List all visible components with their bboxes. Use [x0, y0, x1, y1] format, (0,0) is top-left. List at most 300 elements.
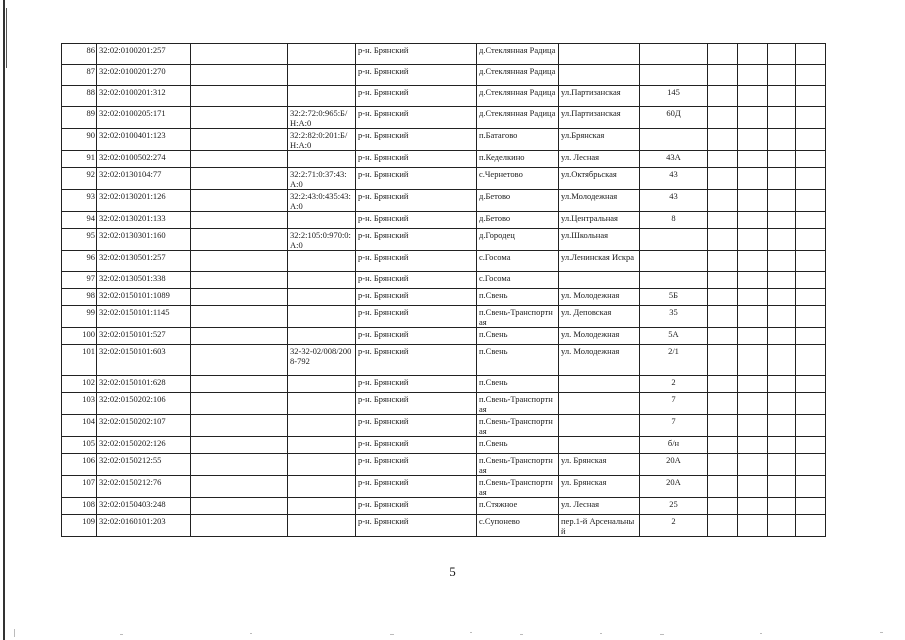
empty-cell	[708, 306, 738, 328]
empty-cell	[738, 306, 768, 328]
empty-cell	[768, 168, 796, 190]
empty-cell	[768, 65, 796, 86]
table-row	[62, 65, 826, 86]
empty-cell	[191, 515, 288, 537]
cadastral-number-cell: 32:02:0130201:126	[97, 190, 191, 212]
district-cell: р-н. Брянский	[356, 86, 477, 107]
table-row	[62, 229, 826, 251]
empty-cell	[191, 376, 288, 393]
street-cell	[559, 393, 640, 415]
registration-number-cell	[288, 251, 356, 272]
cadastral-number-cell: 32:02:0100201:312	[97, 86, 191, 107]
empty-cell	[768, 129, 796, 151]
row-number-cell: 107	[62, 476, 97, 498]
empty-cell	[191, 190, 288, 212]
empty-cell	[796, 129, 826, 151]
house-number-cell: 25	[640, 498, 708, 515]
settlement-cell: п.Свень	[477, 437, 559, 454]
empty-cell	[738, 476, 768, 498]
settlement-cell: д.Стеклянная Радица	[477, 107, 559, 129]
cadastral-number-cell: 32:02:0130301:160	[97, 229, 191, 251]
empty-cell	[191, 476, 288, 498]
empty-cell	[191, 251, 288, 272]
empty-cell	[796, 107, 826, 129]
registration-number-cell	[288, 476, 356, 498]
house-number-cell	[640, 65, 708, 86]
table-body	[62, 44, 826, 537]
district-cell: р-н. Брянский	[356, 345, 477, 376]
settlement-cell: п.Свень	[477, 345, 559, 376]
district-cell: р-н. Брянский	[356, 328, 477, 345]
house-number-cell: 43А	[640, 151, 708, 168]
cadastral-number-cell: 32:02:0150101:1089	[97, 289, 191, 306]
empty-cell	[191, 212, 288, 229]
empty-cell	[738, 515, 768, 537]
cadastral-number-cell: 32:02:0150101:628	[97, 376, 191, 393]
empty-cell	[768, 476, 796, 498]
empty-cell	[708, 107, 738, 129]
row-number-cell: 95	[62, 229, 97, 251]
street-cell	[559, 44, 640, 65]
cadastral-number-cell: 32:02:0100502:274	[97, 151, 191, 168]
table-row	[62, 328, 826, 345]
registration-number-cell	[288, 437, 356, 454]
table-row	[62, 376, 826, 393]
row-number-cell: 106	[62, 454, 97, 476]
empty-cell	[768, 515, 796, 537]
street-cell: ул.Октябрьская	[559, 168, 640, 190]
settlement-cell: п.Свень-Транспортная	[477, 393, 559, 415]
street-cell: ул. Лесная	[559, 498, 640, 515]
empty-cell	[191, 168, 288, 190]
empty-cell	[768, 454, 796, 476]
street-cell	[559, 415, 640, 437]
registration-number-cell	[288, 272, 356, 289]
empty-cell	[191, 393, 288, 415]
street-cell	[559, 65, 640, 86]
registration-number-cell	[288, 415, 356, 437]
empty-cell	[708, 272, 738, 289]
row-number-cell: 109	[62, 515, 97, 537]
table-row	[62, 168, 826, 190]
empty-cell	[708, 190, 738, 212]
district-cell: р-н. Брянский	[356, 44, 477, 65]
empty-cell	[191, 289, 288, 306]
settlement-cell: п.Свень-Транспортная	[477, 306, 559, 328]
scan-edge-mark	[6, 8, 7, 68]
district-cell: р-н. Брянский	[356, 515, 477, 537]
table-row	[62, 306, 826, 328]
house-number-cell: 35	[640, 306, 708, 328]
empty-cell	[708, 454, 738, 476]
empty-cell	[708, 168, 738, 190]
district-cell: р-н. Брянский	[356, 229, 477, 251]
house-number-cell	[640, 44, 708, 65]
settlement-cell: д.Стеклянная Радица	[477, 44, 559, 65]
empty-cell	[191, 437, 288, 454]
settlement-cell: д.Бетово	[477, 212, 559, 229]
empty-cell	[708, 393, 738, 415]
house-number-cell: 7	[640, 393, 708, 415]
empty-cell	[768, 86, 796, 107]
empty-cell	[708, 229, 738, 251]
house-number-cell: 20А	[640, 476, 708, 498]
registration-number-cell	[288, 498, 356, 515]
district-cell: р-н. Брянский	[356, 272, 477, 289]
empty-cell	[738, 86, 768, 107]
cadastral-number-cell: 32:02:0150212:55	[97, 454, 191, 476]
table-row	[62, 515, 826, 537]
registration-number-cell	[288, 393, 356, 415]
empty-cell	[738, 212, 768, 229]
settlement-cell: п.Свень	[477, 376, 559, 393]
registration-number-cell: 32:2:105:0:970:0:А:0	[288, 229, 356, 251]
settlement-cell: п.Свень	[477, 328, 559, 345]
registration-number-cell	[288, 515, 356, 537]
empty-cell	[191, 229, 288, 251]
registration-number-cell	[288, 306, 356, 328]
row-number-cell: 91	[62, 151, 97, 168]
registration-number-cell	[288, 454, 356, 476]
row-number-cell: 87	[62, 65, 97, 86]
street-cell: ул. Лесная	[559, 151, 640, 168]
table-row	[62, 151, 826, 168]
district-cell: р-н. Брянский	[356, 306, 477, 328]
table-row	[62, 44, 826, 65]
empty-cell	[768, 498, 796, 515]
empty-cell	[708, 345, 738, 376]
registration-number-cell: 32:2:72:0:965:Б/Н:А:0	[288, 107, 356, 129]
empty-cell	[738, 151, 768, 168]
settlement-cell: п.Свень-Транспортная	[477, 454, 559, 476]
empty-cell	[738, 65, 768, 86]
house-number-cell: 7	[640, 415, 708, 437]
table-row	[62, 190, 826, 212]
registration-number-cell: 32:2:71:0:37:43:А:0	[288, 168, 356, 190]
empty-cell	[796, 306, 826, 328]
empty-cell	[738, 345, 768, 376]
table-row	[62, 498, 826, 515]
settlement-cell: с.Супонево	[477, 515, 559, 537]
cadastral-number-cell: 32:02:0100201:270	[97, 65, 191, 86]
empty-cell	[738, 376, 768, 393]
table-row	[62, 129, 826, 151]
empty-cell	[708, 328, 738, 345]
cadastral-number-cell: 32:02:0130501:338	[97, 272, 191, 289]
empty-cell	[708, 212, 738, 229]
empty-cell	[768, 289, 796, 306]
empty-cell	[768, 415, 796, 437]
empty-cell	[738, 44, 768, 65]
empty-cell	[768, 376, 796, 393]
empty-cell	[768, 437, 796, 454]
district-cell: р-н. Брянский	[356, 476, 477, 498]
district-cell: р-н. Брянский	[356, 190, 477, 212]
street-cell: ул.Школьная	[559, 229, 640, 251]
empty-cell	[708, 151, 738, 168]
empty-cell	[796, 151, 826, 168]
house-number-cell: 145	[640, 86, 708, 107]
empty-cell	[768, 345, 796, 376]
table-row	[62, 107, 826, 129]
empty-cell	[738, 415, 768, 437]
empty-cell	[796, 393, 826, 415]
empty-cell	[796, 44, 826, 65]
empty-cell	[708, 376, 738, 393]
cadastral-number-cell: 32:02:0130201:133	[97, 212, 191, 229]
settlement-cell: п.Свень	[477, 289, 559, 306]
street-cell: пер.1-й Арсенальный	[559, 515, 640, 537]
row-number-cell: 99	[62, 306, 97, 328]
empty-cell	[796, 86, 826, 107]
house-number-cell: 43	[640, 168, 708, 190]
row-number-cell: 104	[62, 415, 97, 437]
settlement-cell: п.Свень-Транспортная	[477, 476, 559, 498]
cadastral-number-cell: 32:02:0100205:171	[97, 107, 191, 129]
district-cell: р-н. Брянский	[356, 498, 477, 515]
settlement-cell: п.Кеделкино	[477, 151, 559, 168]
empty-cell	[708, 437, 738, 454]
page-number: 5	[449, 564, 456, 579]
house-number-cell	[640, 129, 708, 151]
street-cell: ул. Молодежная	[559, 289, 640, 306]
row-number-cell: 100	[62, 328, 97, 345]
settlement-cell: д.Бетово	[477, 190, 559, 212]
table-row	[62, 86, 826, 107]
empty-cell	[738, 251, 768, 272]
empty-cell	[768, 328, 796, 345]
row-number-cell: 90	[62, 129, 97, 151]
empty-cell	[738, 454, 768, 476]
empty-cell	[191, 454, 288, 476]
district-cell: р-н. Брянский	[356, 289, 477, 306]
empty-cell	[796, 251, 826, 272]
empty-cell	[191, 415, 288, 437]
empty-cell	[708, 86, 738, 107]
street-cell: ул.Партизанская	[559, 107, 640, 129]
empty-cell	[191, 345, 288, 376]
house-number-cell: 2	[640, 515, 708, 537]
empty-cell	[708, 129, 738, 151]
settlement-cell: д.Стеклянная Радица	[477, 86, 559, 107]
empty-cell	[768, 229, 796, 251]
empty-cell	[796, 437, 826, 454]
house-number-cell: 5Б	[640, 289, 708, 306]
row-number-cell: 92	[62, 168, 97, 190]
street-cell	[559, 376, 640, 393]
row-number-cell: 88	[62, 86, 97, 107]
table-row	[62, 437, 826, 454]
district-cell: р-н. Брянский	[356, 65, 477, 86]
empty-cell	[738, 437, 768, 454]
registration-number-cell	[288, 44, 356, 65]
empty-cell	[768, 306, 796, 328]
district-cell: р-н. Брянский	[356, 212, 477, 229]
cadastral-number-cell: 32:02:0150212:76	[97, 476, 191, 498]
empty-cell	[796, 476, 826, 498]
empty-cell	[796, 212, 826, 229]
empty-cell	[768, 212, 796, 229]
registration-number-cell: 32-32-02/008/2008-792	[288, 345, 356, 376]
scan-edge-line	[3, 0, 5, 640]
row-number-cell: 98	[62, 289, 97, 306]
empty-cell	[738, 229, 768, 251]
cadastral-number-cell: 32:02:0130104:77	[97, 168, 191, 190]
empty-cell	[738, 107, 768, 129]
scan-noise	[0, 626, 905, 640]
empty-cell	[708, 476, 738, 498]
house-number-cell: 20А	[640, 454, 708, 476]
empty-cell	[796, 415, 826, 437]
cadastral-number-cell: 32:02:0150101:603	[97, 345, 191, 376]
empty-cell	[738, 393, 768, 415]
table-row	[62, 393, 826, 415]
empty-cell	[796, 229, 826, 251]
street-cell: ул. Молодежная	[559, 345, 640, 376]
house-number-cell: 8	[640, 212, 708, 229]
empty-cell	[768, 393, 796, 415]
street-cell: ул. Молодежная	[559, 328, 640, 345]
empty-cell	[768, 151, 796, 168]
house-number-cell: 2/1	[640, 345, 708, 376]
settlement-cell: п.Свень-Транспортная	[477, 415, 559, 437]
empty-cell	[191, 272, 288, 289]
empty-cell	[738, 168, 768, 190]
table-row	[62, 251, 826, 272]
empty-cell	[796, 272, 826, 289]
table-row	[62, 476, 826, 498]
row-number-cell: 97	[62, 272, 97, 289]
registration-number-cell	[288, 328, 356, 345]
empty-cell	[708, 498, 738, 515]
empty-cell	[768, 190, 796, 212]
cadastral-number-cell: 32:02:0150202:126	[97, 437, 191, 454]
house-number-cell: 2	[640, 376, 708, 393]
row-number-cell: 96	[62, 251, 97, 272]
empty-cell	[708, 415, 738, 437]
cadastral-number-cell: 32:02:0150202:107	[97, 415, 191, 437]
empty-cell	[191, 86, 288, 107]
street-cell: ул. Брянская	[559, 476, 640, 498]
empty-cell	[191, 129, 288, 151]
registration-number-cell	[288, 376, 356, 393]
empty-cell	[738, 289, 768, 306]
empty-cell	[796, 454, 826, 476]
row-number-cell: 94	[62, 212, 97, 229]
empty-cell	[796, 168, 826, 190]
table-row	[62, 289, 826, 306]
street-cell: ул. Деповская	[559, 306, 640, 328]
table-row	[62, 272, 826, 289]
cadastral-number-cell: 32:02:0150202:106	[97, 393, 191, 415]
empty-cell	[191, 44, 288, 65]
street-cell: ул.Ленинская Искра	[559, 251, 640, 272]
empty-cell	[796, 498, 826, 515]
district-cell: р-н. Брянский	[356, 454, 477, 476]
settlement-cell: д.Городец	[477, 229, 559, 251]
district-cell: р-н. Брянский	[356, 251, 477, 272]
cadastral-number-cell: 32:02:0150101:527	[97, 328, 191, 345]
registration-number-cell	[288, 86, 356, 107]
cadastral-number-cell: 32:02:0150101:1145	[97, 306, 191, 328]
table-row	[62, 415, 826, 437]
cadastral-number-cell: 32:02:0160101:203	[97, 515, 191, 537]
settlement-cell: с.Госома	[477, 272, 559, 289]
cadastral-number-cell: 32:02:0100201:257	[97, 44, 191, 65]
property-register-table	[61, 43, 826, 537]
empty-cell	[191, 328, 288, 345]
street-cell: ул.Центральная	[559, 212, 640, 229]
empty-cell	[796, 376, 826, 393]
empty-cell	[191, 306, 288, 328]
table-row	[62, 212, 826, 229]
empty-cell	[708, 251, 738, 272]
registration-number-cell	[288, 212, 356, 229]
empty-cell	[708, 44, 738, 65]
row-number-cell: 101	[62, 345, 97, 376]
district-cell: р-н. Брянский	[356, 151, 477, 168]
district-cell: р-н. Брянский	[356, 129, 477, 151]
settlement-cell: п.Батагово	[477, 129, 559, 151]
house-number-cell: 60Д	[640, 107, 708, 129]
row-number-cell: 86	[62, 44, 97, 65]
empty-cell	[796, 65, 826, 86]
empty-cell	[796, 190, 826, 212]
registration-number-cell: 32:2:43:0:435:43:А:0	[288, 190, 356, 212]
registration-number-cell	[288, 151, 356, 168]
registration-number-cell	[288, 65, 356, 86]
empty-cell	[191, 151, 288, 168]
cadastral-number-cell: 32:02:0130501:257	[97, 251, 191, 272]
cadastral-number-cell: 32:02:0150403:248	[97, 498, 191, 515]
row-number-cell: 108	[62, 498, 97, 515]
street-cell: ул. Брянская	[559, 454, 640, 476]
registration-number-cell	[288, 289, 356, 306]
empty-cell	[738, 498, 768, 515]
house-number-cell: б/н	[640, 437, 708, 454]
empty-cell	[738, 328, 768, 345]
row-number-cell: 102	[62, 376, 97, 393]
house-number-cell: 5А	[640, 328, 708, 345]
settlement-cell: с.Чернетово	[477, 168, 559, 190]
street-cell: ул.Брянская	[559, 129, 640, 151]
district-cell: р-н. Брянский	[356, 393, 477, 415]
empty-cell	[796, 289, 826, 306]
district-cell: р-н. Брянский	[356, 437, 477, 454]
empty-cell	[191, 498, 288, 515]
district-cell: р-н. Брянский	[356, 107, 477, 129]
street-cell	[559, 437, 640, 454]
empty-cell	[768, 272, 796, 289]
empty-cell	[191, 107, 288, 129]
row-number-cell: 105	[62, 437, 97, 454]
empty-cell	[796, 515, 826, 537]
house-number-cell	[640, 251, 708, 272]
empty-cell	[738, 272, 768, 289]
row-number-cell: 89	[62, 107, 97, 129]
empty-cell	[768, 107, 796, 129]
house-number-cell	[640, 229, 708, 251]
empty-cell	[738, 129, 768, 151]
empty-cell	[738, 190, 768, 212]
row-number-cell: 93	[62, 190, 97, 212]
district-cell: р-н. Брянский	[356, 376, 477, 393]
empty-cell	[796, 328, 826, 345]
empty-cell	[768, 251, 796, 272]
empty-cell	[708, 65, 738, 86]
row-number-cell: 103	[62, 393, 97, 415]
empty-cell	[708, 289, 738, 306]
